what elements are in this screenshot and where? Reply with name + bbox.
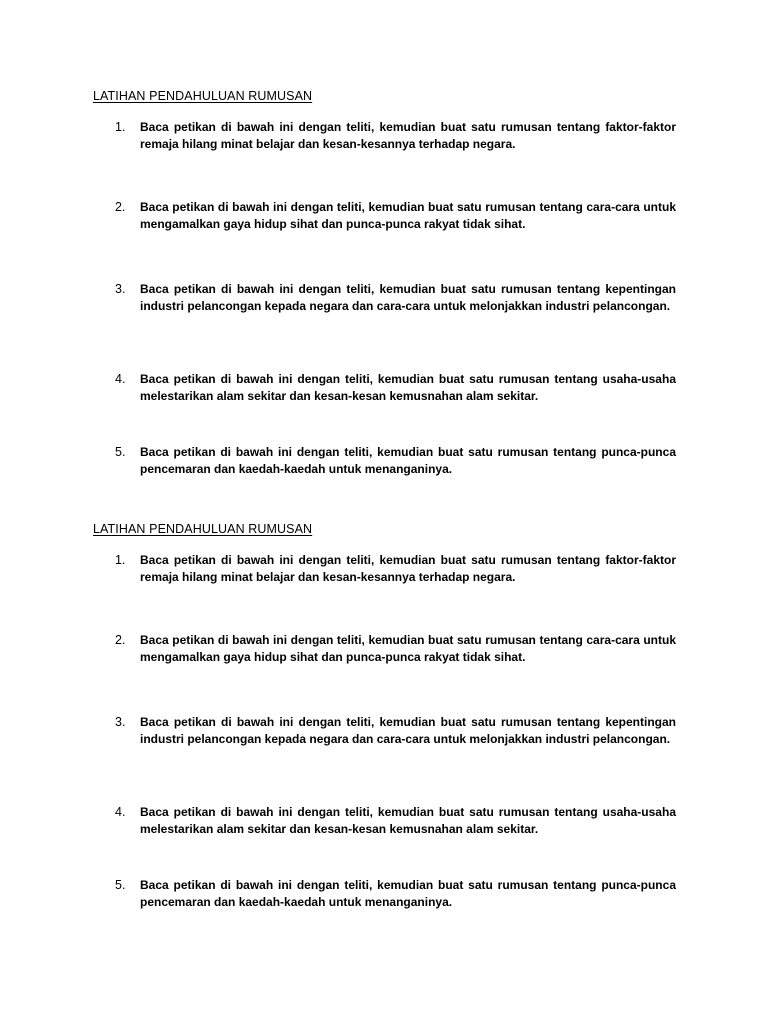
question-text: Baca petikan di bawah ini dengan teliti, kemudian buat satu rumusan tentang kepentingan industri pelancongan kepada negara dan cara-cara untuk melonjakkan industri pelancongan. [140,715,676,746]
question-number: 1. [115,553,126,567]
question-number: 3. [115,282,126,296]
question-text: Baca petikan di bawah ini dengan teliti, kemudian buat satu rumusan tentang usaha-usaha melestarikan alam sekitar dan kesan-kesan kemusnahan alam sekitar. [140,372,676,403]
question-text: Baca petikan di bawah ini dengan teliti, kemudian buat satu rumusan tentang punca-punca pencemaran dan kaedah-kaedah untuk menanganinya. [140,878,676,909]
exercise-section-1 [93,88,678,476]
question-text: Baca petikan di bawah ini dengan teliti, kemudian buat satu rumusan tentang usaha-usaha melestarikan alam sekitar dan kesan-kesan kemusnahan alam sekitar. [140,805,676,836]
question-number: 5. [115,878,126,892]
section-title: LATIHAN PENDAHULUAN RUMUSAN [93,89,313,103]
question-number: 5. [115,445,126,459]
question-number: 3. [115,715,126,729]
section-title: LATIHAN PENDAHULUAN RUMUSAN [93,522,313,536]
question-text: Baca petikan di bawah ini dengan teliti, kemudian buat satu rumusan tentang cara-cara untuk mengamalkan gaya hidup sihat dan punca-punca rakyat tidak sihat. [140,633,676,664]
exercise-section-2 [93,521,678,909]
question-number: 2. [115,633,126,647]
question-text: Baca petikan di bawah ini dengan teliti, kemudian buat satu rumusan tentang faktor-faktor remaja hilang minat belajar dan kesan-kesannya terhadap negara. [140,120,676,151]
question-text: Baca petikan di bawah ini dengan teliti, kemudian buat satu rumusan tentang kepentingan industri pelancongan kepada negara dan cara-cara untuk melonjakkan industri pelancongan. [140,282,676,313]
question-text: Baca petikan di bawah ini dengan teliti, kemudian buat satu rumusan tentang punca-punca pencemaran dan kaedah-kaedah untuk menanganinya. [140,445,676,476]
question-text: Baca petikan di bawah ini dengan teliti, kemudian buat satu rumusan tentang faktor-faktor remaja hilang minat belajar dan kesan-kesannya terhadap negara. [140,553,676,584]
question-text: Baca petikan di bawah ini dengan teliti, kemudian buat satu rumusan tentang cara-cara untuk mengamalkan gaya hidup sihat dan punca-punca rakyat tidak sihat. [140,200,676,231]
question-number: 4. [115,805,126,819]
question-number: 4. [115,372,126,386]
question-number: 1. [115,120,126,134]
question-number: 2. [115,200,126,214]
